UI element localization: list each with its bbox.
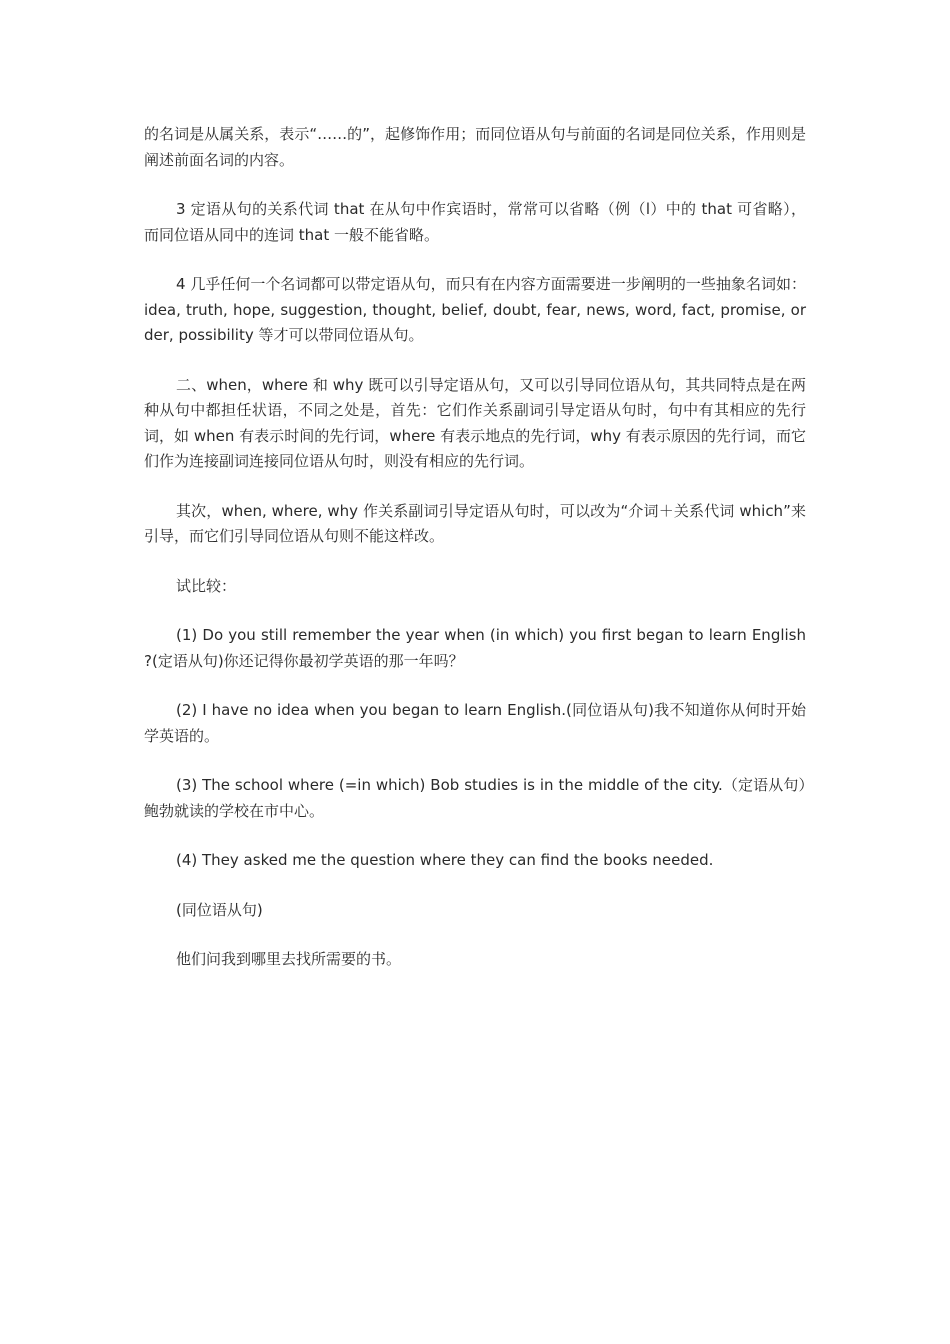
example-4-translation: 他们问我到哪里去找所需要的书。 [176, 950, 402, 968]
example-3: (3) The school where (=in which) Bob studies is in the middle of the city.（定语从句）鲍勃就读的学校在市中心。 [144, 776, 806, 820]
paragraph-6: 试比较： [176, 576, 237, 595]
document-body [144, 122, 806, 997]
example-1: (1) Do you still remember the year when (in which) you first began to learn English ?(定语从句)你还记得你最初学英语的那一年吗？ [144, 626, 806, 670]
paragraph-5: 其次，when, where, why 作关系副词引导定语从句时，可以改为“介词＋关系代词 which”来引导，而它们引导同位语从句则不能这样改。 [144, 501, 806, 545]
paragraph-2: 3 定语从句的关系代词 that 在从句中作宾语时，常常可以省略（例（l）中的 that 可省略），而同位语从同中的连词 that 一般不能省略。 [144, 200, 806, 244]
paragraph-3: 4 几乎任何一个名词都可以带定语从句，而只有在内容方面需要进一步阐明的一些抽象名词如：idea, truth, hope, suggestion, thought, belief, doubt, fear, news, word, fact, promise, order, possibility 等才可以带同位语从句。 [144, 275, 806, 344]
paragraph-4: 二、when，where 和 why 既可以引导定语从句，又可以引导同位语从句，其共同特点是在两种从句中都担任状语，不同之处是，首先：它们作关系副词引导定语从句时，句中有其相应的先行词，如 when 有表示时间的先行词，where 有表示地点的先行词，why 有表示原因的先行词，而它们作为连接副词连接同位语从句时，则没有相应的先行词。 [144, 375, 806, 470]
example-2: (2) I have no idea when you began to learn English.(同位语从句)我不知道你从何时开始学英语的。 [144, 701, 806, 745]
example-4-label: (同位语从句) [176, 900, 263, 919]
example-4: (4) They asked me the question where they can find the books needed. [176, 851, 714, 869]
paragraph-1: 的名词是从属关系，表示“……的”，起修饰作用；而同位语从句与前面的名词是同位关系，作用则是阐述前面名词的内容。 [144, 125, 806, 169]
